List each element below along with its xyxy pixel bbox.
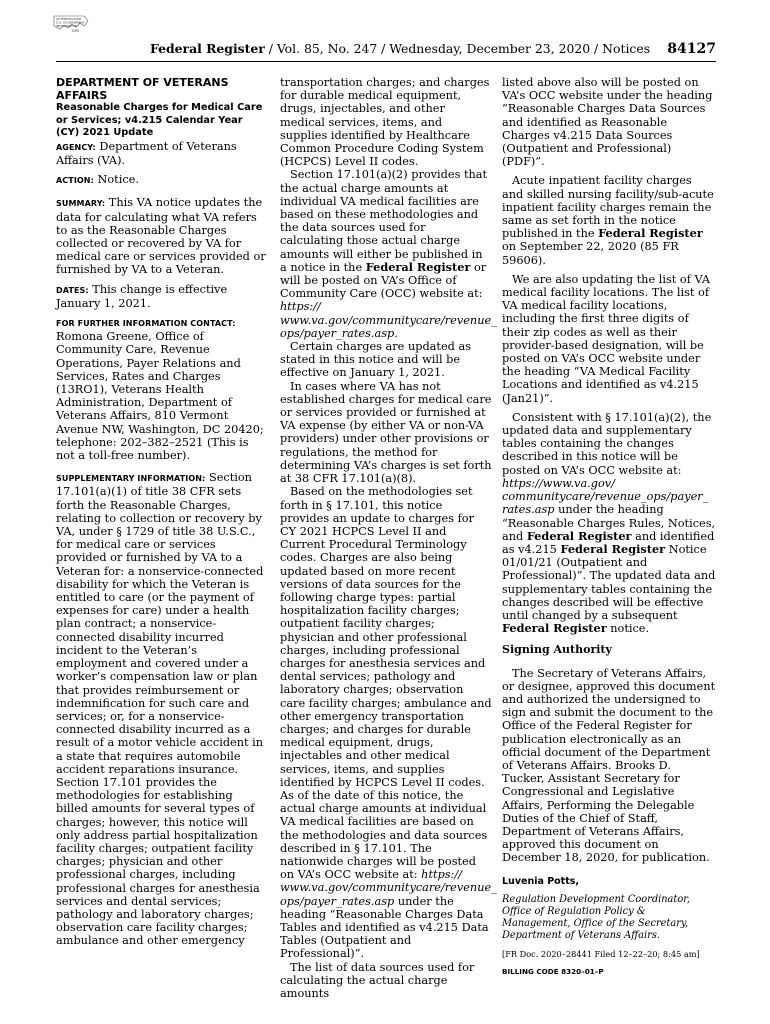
billing-code: BILLING CODE 8320–01–P [502, 966, 604, 976]
paragraph: The Secretary of Veterans Affairs, or designee, approved this document and authorized the undersigned to sign and submit the document to the Office of the Federal Register for publication electronically as an official document of the Department of Veterans Affairs. Brooks D. Tucker, Assistant Secretary for Congressional and Legislative Affairs, Performing the Delegable Duties of the Chief of Staff, Department of Veterans Affairs, approved this document on December 18, 2020, for publication. [502, 666, 716, 865]
text-run: under the heading “Reasonable Charges Rules, Notices, and [502, 503, 716, 543]
text-run: Acute inpatient facility charges and skilled nursing facility/sub-acute inpatient facility charges remain the same as set forth in the notice published in the [502, 174, 714, 241]
document-title: Reasonable Charges for Medical Care or Services; v4.215 Calendar Year (CY) 2021 Update [56, 102, 263, 139]
fr-doc-line: [FR Doc. 2020–28441 Filed 12–22–20; 8:45 am] [502, 948, 700, 959]
occ-website-link[interactable]: https:// www.va.gov/communitycare/revenue_ ops/payer_rates.asp. [280, 300, 497, 340]
signer-name: Luvenia Potts, [502, 875, 580, 887]
column-2 [280, 76, 497, 1001]
signer-title: Regulation Development Coordinator, Office of Regulation Policy & Management, Office of the Secretary, Department of Veterans Affairs. [502, 893, 690, 941]
action-text: Notice. [97, 173, 139, 187]
text-run: Section 17.101(a)(2) provides that the actual charge amounts at individual VA medical facilities are based on these methodologies and the data sources used for calculating those actual charge amounts will either be published in a notice in the [280, 168, 488, 274]
header-rule [56, 61, 716, 62]
contact-label: FOR FURTHER INFORMATION CONTACT: [56, 319, 236, 329]
summary-text: This VA notice updates the data for calculating what VA refers to as the Reasonable Charges collected or recovered by VA for medical care or services provided or furnished by VA to a Veteran. [56, 196, 266, 277]
logo-line-1: AUTHENTICATED [56, 17, 82, 21]
text-run: Consistent with § 17.101(a)(2), the updated data and supplementary tables containing the changes described in this notice will be posted on VA’s OCC website at: [502, 410, 712, 477]
paragraph: Certain charges are updated as stated in this notice and will be effective on January 1, 2021. [280, 340, 471, 380]
publication-name: Federal Register [150, 41, 265, 56]
text-run: Notice 01/01/21 (Outpatient and Professional)”. The updated data and supplementary tables containing the changes described will be effective until changed by a subsequent [502, 542, 716, 622]
federal-register-ref: Federal Register [365, 259, 471, 274]
agency-text: Department of Veterans Affairs (VA). [56, 139, 237, 167]
agency-label: AGENCY: [56, 142, 96, 152]
occ-website-link[interactable]: https:// www.va.gov/communitycare/revenue_ ops/payer_rates.asp [280, 868, 497, 908]
column-1 [56, 76, 268, 948]
issue-date: Wednesday, December 23, 2020 [389, 41, 591, 56]
agency-field [56, 140, 268, 167]
summary-field [56, 196, 268, 276]
dates-field [56, 283, 268, 310]
text-run: Based on the methodologies set forth in § 17.101, this notice provides an update to charges for CY 2021 HCPCS Level II and Current Procedural Terminology codes. Charges are also being updated based on more recent versions of data sources for the following charge types: partial hospitalization facility charges; outpatient facility charges; physician and other professional charges, including professional charges for anesthesia services and dental services; pathology and laboratory charges; observation care facility charges; ambulance and other emergency transportation charges; and charges for durable medical equipment, drugs, injectables and other medical services, items, and supplies identified by HCPCS Level II codes. As of the date of this notice, the actual charge amounts at individual VA medical facilities are based on the methodologies and data sources described in § 17.101. The nationwide charges will be posted on VA’s OCC website at: [280, 485, 492, 882]
federal-register-ref: Federal Register [598, 226, 703, 241]
paragraph: transportation charges; and charges for durable medical equipment, drugs, injectables, and other medical services, items, and supplies identified by Healthcare Common Procedure Coding System (HCPCS) Level II codes. [280, 76, 490, 169]
contact-text: Romona Greene, Office of Community Care, Revenue Operations, Payer Relations and Services, Rates and Charges (13RO1), Veterans Health Administration, Department of Veterans Affairs, 810 Vermont Avenue NW, Washington, DC 20420; telephone: 202–382–2521 (This is not a toll-free number). [56, 330, 264, 463]
paragraph [280, 485, 497, 961]
paragraph: In cases where VA has not established charges for medical care or services provided or furnished at VA expense (by either VA or non-VA providers) under other provisions or regulations, the method for determining VA’s charges is set forth at 38 CFR 17.101(a)(8). [280, 379, 492, 486]
paragraph [502, 411, 716, 635]
dates-text: This change is effective January 1, 2021. [56, 282, 228, 310]
text-run: on September 22, 2020 (85 FR 59606). [502, 240, 679, 267]
logo-line-4: GPO [72, 29, 80, 33]
page-header: Federal Register / Vol. 85, No. 247 / Wednesday, December 23, 2020 / Notices 84127 [150, 41, 716, 57]
signing-authority-heading: Signing Authority [502, 643, 612, 657]
paragraph: listed above also will be posted on VA’s OCC website under the heading “Reasonable Charges Data Sources and identified as Reasonable Charges v4.215 Data Sources (Outpatient and Professional) (PDF)”. [502, 76, 713, 169]
federal-register-ref: Federal Register [526, 528, 632, 543]
paragraph: The list of data sources used for calculating the actual charge amounts [280, 960, 475, 1001]
contact-field [56, 316, 268, 462]
action-field [56, 173, 268, 187]
dates-label: DATES: [56, 285, 89, 295]
text-run: and identified as v4.215 [502, 529, 715, 556]
federal-register-ref: Federal Register [560, 541, 666, 556]
summary-label: SUMMARY: [56, 199, 106, 209]
supplementary-text: Section 17.101(a)(1) of title 38 CFR sets forth the Reasonable Charges, relating to collection or recovery by VA, under § 1729 of title 38 U.S.C., for medical care or services provided or furnished by VA to a Veteran for: a nonservice-connected disability for which the Veteran is entitled to care (or the payment of expenses for care) under a health plan contract; a nonservice-connected disability incurred incident to the Veteran’s employment and covered under a worker’s compensation law or plan that provides reimbursement or indemnification for such care and services; or, for a nonservice-connected disability incurred as a result of a motor vehicle accident in a state that requires automobile accident reparations insurance. Section 17.101 provides the methodologies for establishing billed amounts for several types of charges; however, this notice will only address partial hospitalization facility charges; outpatient facility charges; physician and other professional charges, including professional charges for anesthesia services and dental services; pathology and laboratory charges; observation care facility charges; ambulance and other emergency [56, 471, 264, 948]
logo-line-2: U.S. GOVERNMENT [56, 20, 85, 25]
action-label: ACTION: [56, 176, 94, 186]
paragraph: We are also updating the list of VA medical facility locations. The list of VA medical facility locations, including the first three digits of their zip codes as well as their provider-based designation, will be posted on VA’s OCC website under the heading “VA Medical Facility Locations and identified as v4.215 (Jan21)”. [502, 272, 711, 405]
volume-number: Vol. 85, No. 247 [276, 41, 378, 56]
agency-heading: DEPARTMENT OF VETERANS AFFAIRS [56, 76, 229, 102]
logo-line-3: INFORMATION [56, 24, 78, 28]
text-run: notice. [610, 622, 650, 636]
supplementary-field [56, 471, 268, 947]
page-number: 84127 [667, 41, 716, 57]
column-3 [502, 76, 716, 978]
gpo-authenticated-logo [52, 14, 104, 40]
occ-website-link[interactable]: https://www.va.gov/ communitycare/revenue_ops/payer_ rates.asp [502, 476, 709, 517]
paragraph [502, 174, 716, 266]
text-run: or will be posted on VA’s Office of Community Care (OCC) website at: [280, 260, 487, 301]
supplementary-label: SUPPLEMENTARY INFORMATION: [56, 474, 206, 484]
federal-register-ref: Federal Register [502, 621, 607, 636]
text-run: under the heading “Reasonable Charges Data Tables and identified as v4.215 Data Tables (Outpatient and Professional)”. [280, 894, 489, 961]
paragraph [280, 168, 497, 340]
section-name: Notices [602, 41, 651, 56]
